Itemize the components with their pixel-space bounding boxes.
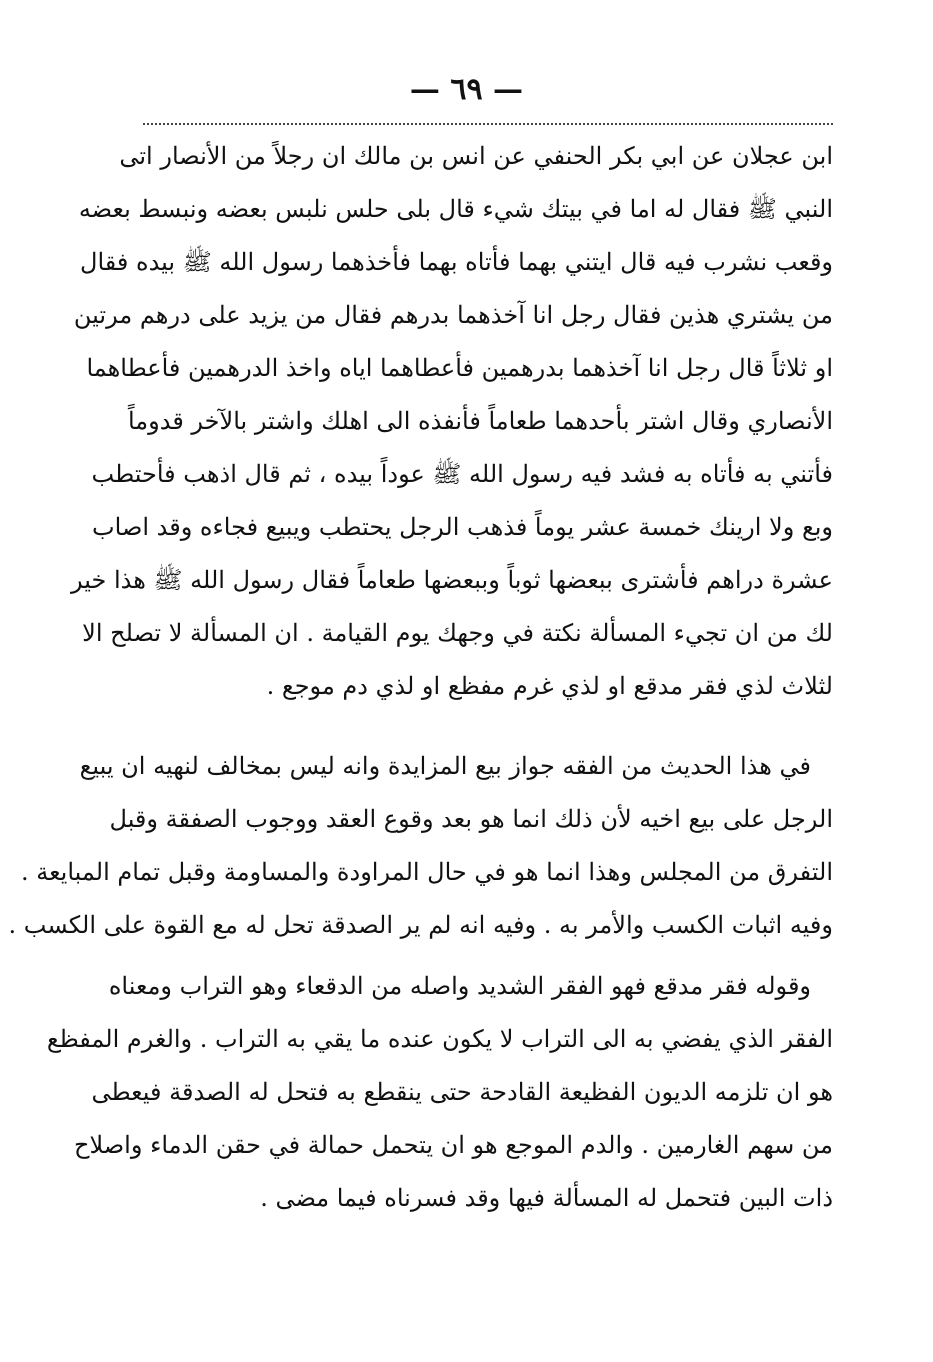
text-line: وبع ولا ارينك خمسة عشر يوماً فذهب الرجل يحتطب ويبيع فجاءه وقد اصاب [92,513,833,541]
paragraph-hadith [71,130,833,713]
text-line: وقعب نشرب فيه قال ايتني بهما فأتاه بهما فأخذهما رسول الله ﷺ بيده فقال [80,248,833,276]
text-line: الفقر الذي يفضي به الى التراب لا يكون عنده ما يقي به التراب . والغرم المفظع [46,1025,833,1053]
text-line: ابن عجلان عن ابي بكر الحنفي عن انس بن مالك ان رجلاً من الأنصار اتى [119,142,833,170]
text-line: وقوله فقر مدقع فهو الفقر الشديد واصله من الدقعاء وهو التراب ومعناه [108,972,811,1000]
text-line: الرجل على بيع اخيه لأن ذلك انما هو بعد وقوع العقد ووجوب الصفقة وقبل [109,805,833,833]
text-line: الأنصاري وقال اشتر بأحدهما طعاماً فأنفذه الى اهلك واشتر بالآخر قدوماً [127,407,833,435]
text-line: عشرة دراهم فأشترى ببعضها ثوباً وببعضها طعاماً فقال رسول الله ﷺ هذا خير [71,566,833,594]
paragraph-explanation [46,960,833,1225]
text-line: هو ان تلزمه الديون الفظيعة القادحة حتى ينقطع به فتحل له الصدقة فيعطى [91,1078,833,1106]
page-number: — ٦٩ — [409,72,524,107]
text-line: من سهم الغارمين . والدم الموجع هو ان يتحمل حمالة في حقن الدماء واصلاح [73,1131,833,1159]
text-line: من يشتري هذين فقال رجل انا آخذهما بدرهم فقال من يزيد على درهم مرتين [73,301,833,329]
text-line: او ثلاثاً قال رجل انا آخذهما بدرهمين فأعطاهما اياه واخذ الدرهمين فأعطاهما [86,354,833,382]
text-line: التفرق من المجلس وهذا انما هو في حال المراودة والمساومة وقبل تمام المبايعة . [20,858,833,886]
text-line: وفيه اثبات الكسب والأمر به . وفيه انه لم ير الصدقة تحل له مع القوة على الكسب . [8,911,833,939]
paragraph-fiqh [8,740,833,952]
text-line: النبي ﷺ فقال له اما في بيتك شيء قال بلى حلس نلبس بعضه ونبسط بعضه [78,195,833,223]
text-line: ذات البين فتحمل له المسألة فيها وقد فسرناه فيما مضى . [260,1184,833,1212]
header-dotted-rule [143,123,833,125]
text-line: لك من ان تجيء المسألة نكتة في وجهك يوم القيامة . ان المسألة لا تصلح الا [82,619,833,647]
text-line: لثلاث لذي فقر مدقع او لذي غرم مفظع او لذي دم موجع . [266,672,833,700]
text-line: فأتني به فأتاه به فشد فيه رسول الله ﷺ عوداً بيده ، ثم قال اذهب فأحتطب [91,460,833,488]
text-line: في هذا الحديث من الفقه جواز بيع المزايدة وانه ليس بمخالف لنهيه ان يبيع [79,752,811,780]
